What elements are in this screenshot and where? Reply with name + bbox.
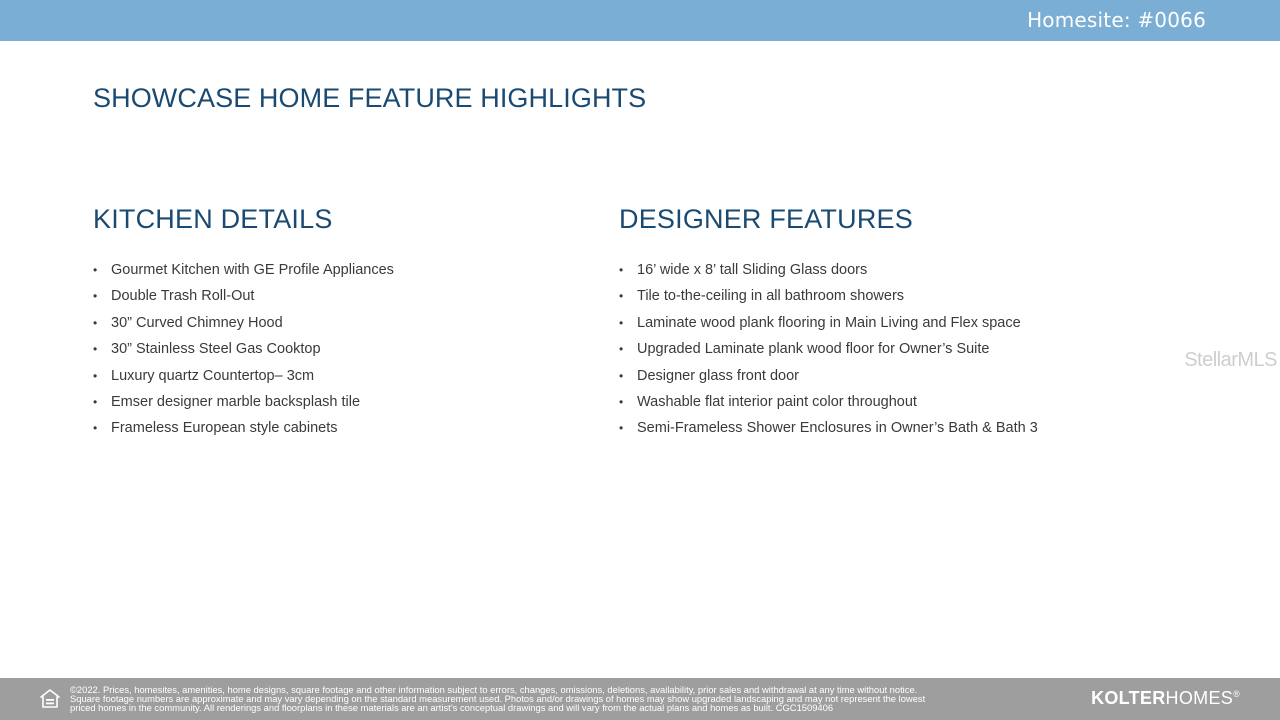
list-item: • Washable flat interior paint color throughout <box>619 389 1179 415</box>
kitchen-details-heading: KITCHEN DETAILS <box>93 204 333 234</box>
stellarmls-watermark: StellarMLS <box>1184 349 1277 371</box>
homesite-label: Homesite: #0066 <box>1027 8 1206 32</box>
legal-disclaimer <box>70 685 1100 713</box>
kitchen-details-section <box>93 204 573 442</box>
equal-housing-icon <box>40 689 60 709</box>
disclaimer-line: ©2022. Prices, homesites, amenities, home designs, square footage and other information subject to errors, changes, omissions, deletions, availability, prior sales and withdrawal at any time without notice. <box>70 684 918 695</box>
list-item: • Emser designer marble backsplash tile <box>93 389 573 415</box>
list-item: • Laminate wood plank flooring in Main Living and Flex space <box>619 310 1179 336</box>
list-item: • Double Trash Roll-Out <box>93 283 573 309</box>
list-item: • Designer glass front door <box>619 363 1179 389</box>
designer-features-heading: DESIGNER FEATURES <box>619 204 913 234</box>
list-item: • 16’ wide x 8’ tall Sliding Glass doors <box>619 257 1179 283</box>
list-item: • Tile to-the-ceiling in all bathroom showers <box>619 283 1179 309</box>
list-item: • Semi-Frameless Shower Enclosures in Owner’s Bath & Bath 3 <box>619 415 1179 441</box>
footer-bar <box>0 678 1280 720</box>
kitchen-details-list <box>93 257 573 442</box>
list-item: • Luxury quartz Countertop– 3cm <box>93 363 573 389</box>
list-item: • Gourmet Kitchen with GE Profile Appliances <box>93 257 573 283</box>
list-item: • 30” Stainless Steel Gas Cooktop <box>93 336 573 362</box>
kolter-homes-logo <box>1091 688 1240 709</box>
designer-features-section <box>619 204 1179 442</box>
list-item: • Upgraded Laminate plank wood floor for Owner’s Suite <box>619 336 1179 362</box>
disclaimer-line: priced homes in the community. All renderings and floorplans in these materials are an artist’s conceptual drawings and will vary from the actual plans and homes as built. CGC1509406 <box>70 702 834 714</box>
registered-mark: ® <box>1233 689 1240 699</box>
header-bar <box>0 0 1280 41</box>
disclaimer-line: Square footage numbers are approximate and may vary depending on the standard measurement used. Photos and/or drawings of homes may show upgraded landscaping and may not represent the lowest <box>70 693 926 705</box>
list-item: • Frameless European style cabinets <box>93 415 573 441</box>
logo-text-bold: KOLTER <box>1091 688 1166 708</box>
list-item: • 30” Curved Chimney Hood <box>93 310 573 336</box>
page-title: SHOWCASE HOME FEATURE HIGHLIGHTS <box>93 83 647 113</box>
logo-text-light: HOMES <box>1165 688 1234 708</box>
designer-features-list <box>619 257 1179 442</box>
